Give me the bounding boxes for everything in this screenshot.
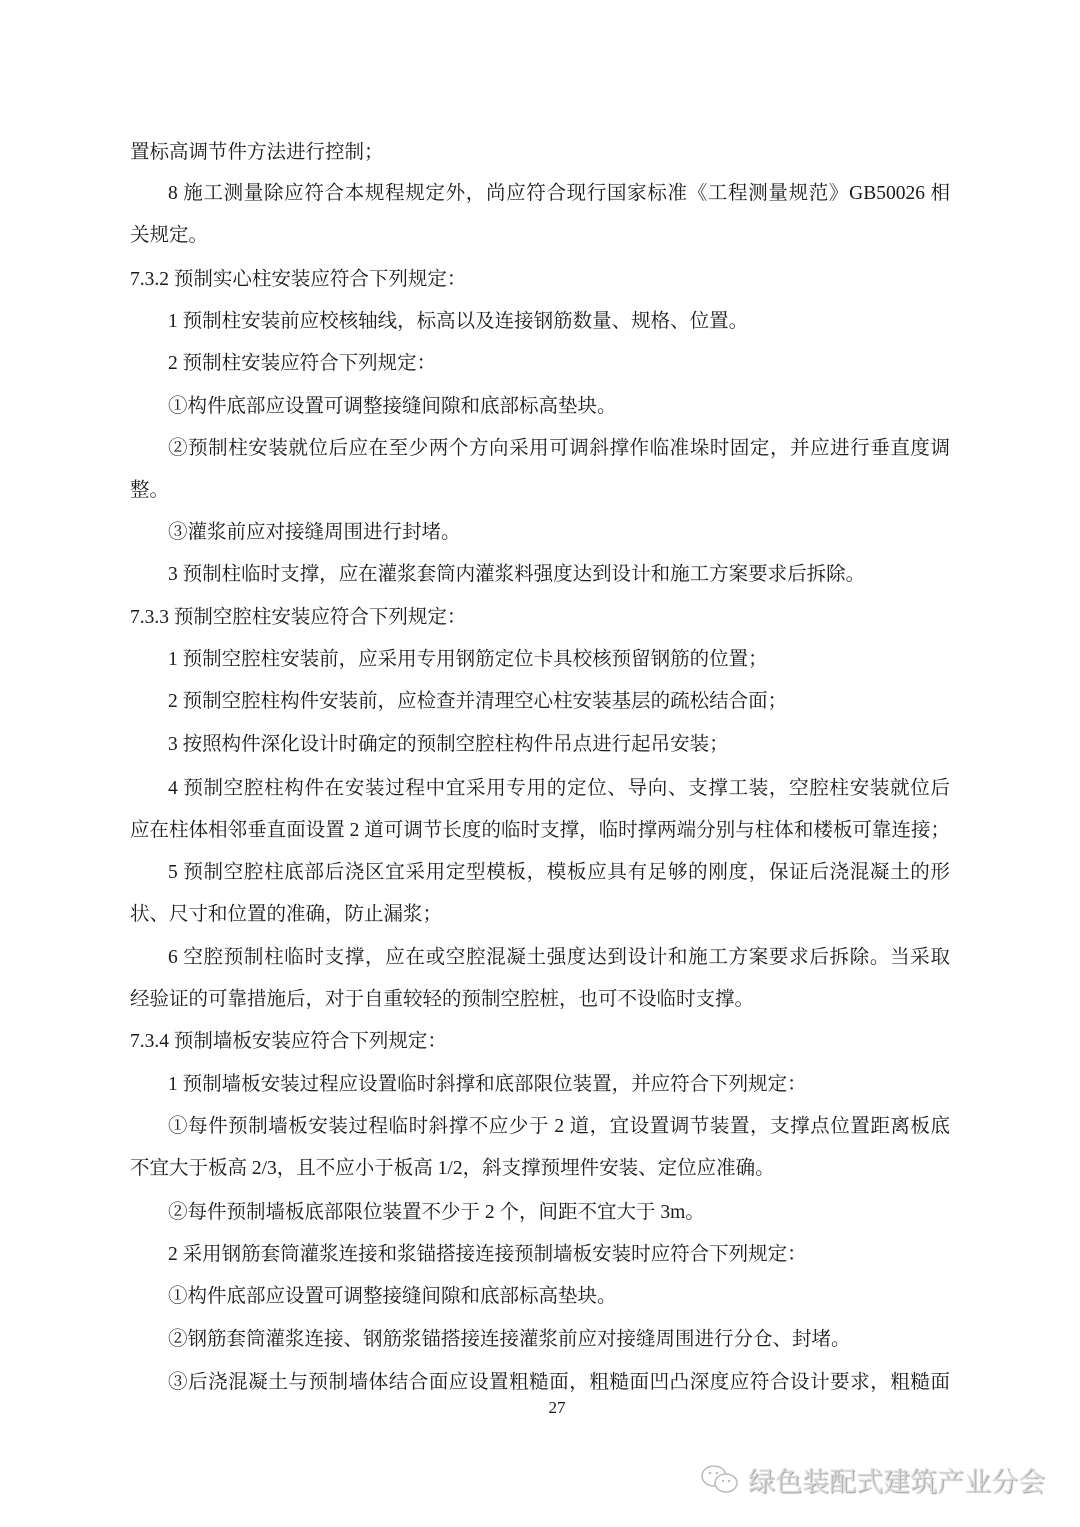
text-line: 6 空腔预制柱临时支撑，应在或空腔混凝土强度达到设计和施工方案要求后拆除。当采取 xyxy=(168,947,950,968)
text-line: 关规定。 xyxy=(130,225,209,246)
watermark xyxy=(700,1460,1045,1499)
text-line: 2 预制柱安装应符合下列规定： xyxy=(168,353,437,374)
text-line: 2 采用钢筋套筒灌浆连接和浆锚搭接连接预制墙板安装时应符合下列规定： xyxy=(168,1244,807,1265)
text-line: 1 预制墙板安装过程应设置临时斜撑和底部限位装置，并应符合下列规定： xyxy=(168,1074,807,1095)
text-line: ①构件底部应设置可调整接缝间隙和底部标高垫块。 xyxy=(168,396,617,417)
page-number: 27 xyxy=(548,1398,566,1417)
text-line: ③后浇混凝土与预制墙体结合面应设置粗糙面，粗糙面凹凸深度应符合设计要求，粗糙面 xyxy=(168,1372,950,1393)
text-line: 2 预制空腔柱构件安装前，应检查并清理空心柱安装基层的疏松结合面； xyxy=(168,691,788,712)
section-heading: 7.3.3 预制空腔柱安装应符合下列规定： xyxy=(130,607,467,628)
wechat-icon xyxy=(700,1464,740,1496)
text-line: 整。 xyxy=(130,480,170,501)
text-line: 应在柱体相邻垂直面设置 2 道可调节长度的临时支撑，临时撑两端分别与柱体和楼板可靠连接； xyxy=(130,820,950,841)
text-line: 置标高调节件方法进行控制； xyxy=(130,142,384,163)
text-line: 1 预制柱安装前应校核轴线，标高以及连接钢筋数量、规格、位置。 xyxy=(168,311,749,332)
text-line: ②预制柱安装就位后应在至少两个方向采用可调斜撑作临准垛时固定，并应进行垂直度调 xyxy=(168,438,950,459)
text-line: 1 预制空腔柱安装前，应采用专用钢筋定位卡具校核预留钢筋的位置； xyxy=(168,649,768,670)
text-line: ②每件预制墙板底部限位装置不少于 2 个，间距不宜大于 3m。 xyxy=(168,1202,705,1223)
text-line: 经验证的可靠措施后，对于自重较轻的预制空腔桩，也可不设临时支撑。 xyxy=(130,989,755,1010)
text-line: ③灌浆前应对接缝周围进行封堵。 xyxy=(168,522,461,543)
text-line: 8 施工测量除应符合本规程规定外，尚应符合现行国家标准《工程测量规范》GB50026 相 xyxy=(168,183,950,204)
text-line: 5 预制空腔柱底部后浇区宜采用定型模板，模板应具有足够的刚度，保证后浇混凝土的形 xyxy=(168,862,950,883)
section-heading: 7.3.2 预制实心柱安装应符合下列规定： xyxy=(130,269,467,290)
section-heading: 7.3.4 预制墙板安装应符合下列规定： xyxy=(130,1031,447,1052)
text-line: ②钢筋套筒灌浆连接、钢筋浆锚搭接连接灌浆前应对接缝周围进行分仓、封堵。 xyxy=(168,1329,851,1350)
text-line: ①每件预制墙板安装过程临时斜撑不应少于 2 道，宜设置调节装置，支撑点位置距离板底 xyxy=(168,1116,950,1137)
text-line: ①构件底部应设置可调整接缝间隙和底部标高垫块。 xyxy=(168,1286,617,1307)
text-line: 4 预制空腔柱构件在安装过程中宜采用专用的定位、导向、支撑工装，空腔柱安装就位后 xyxy=(168,778,950,799)
text-line: 3 预制柱临时支撑，应在灌浆套筒内灌浆料强度达到设计和施工方案要求后拆除。 xyxy=(168,564,866,585)
text-line: 状、尺寸和位置的准确，防止漏浆； xyxy=(130,904,443,925)
watermark-text: 绿色装配式建筑产业分会 xyxy=(748,1467,1045,1498)
text-line: 3 按照构件深化设计时确定的预制空腔柱构件吊点进行起吊安装； xyxy=(168,734,729,755)
text-line: 不宜大于板高 2/3，且不应小于板高 1/2，斜支撑预埋件安装、定位应准确。 xyxy=(130,1158,775,1179)
